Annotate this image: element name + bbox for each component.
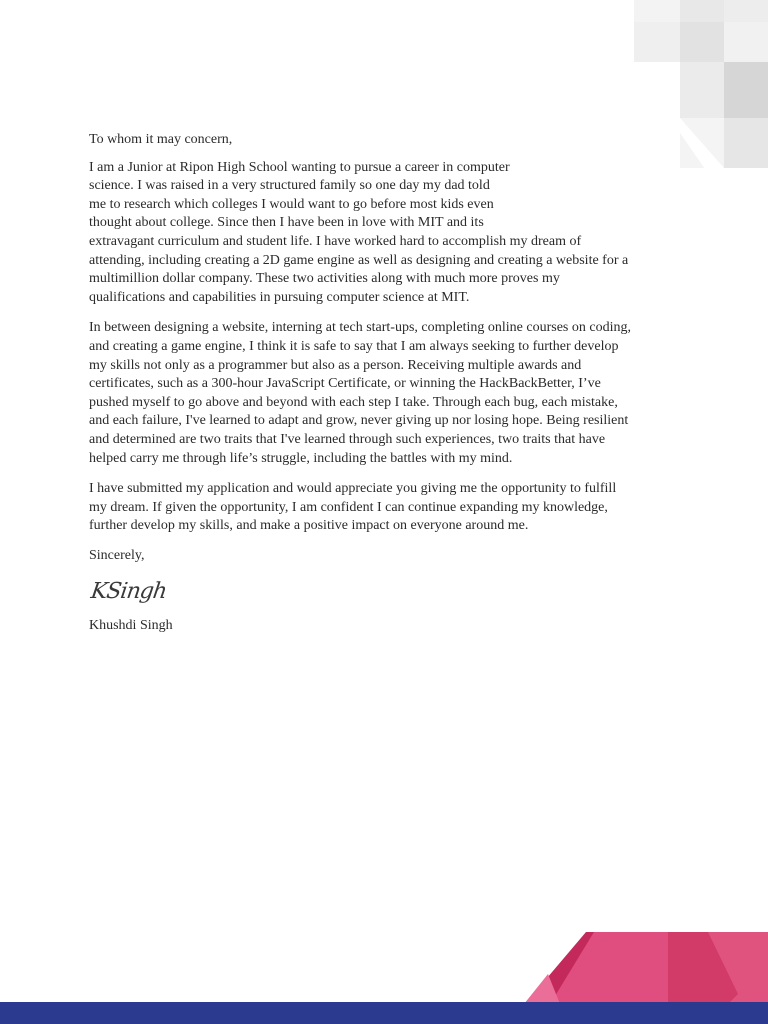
paragraph-line: pushed myself to go above and beyond with each step I take. Through each bug, each mistake,	[89, 394, 618, 410]
paragraph-line: extravagant curriculum and student life. I have worked hard to accomplish my dream of	[89, 233, 582, 249]
paragraph-line: further develop my skills, and make a positive impact on everyone around me.	[89, 518, 529, 534]
paragraph-line: certificates, such as a 300-hour JavaScript Certificate, or winning the HackBackBetter, I’ve	[89, 376, 601, 392]
paragraph-line: my dream. If given the opportunity, I am confident I can continue expanding my knowledge,	[89, 499, 608, 515]
paragraph-line: qualifications and capabilities in pursuing computer science at MIT.	[89, 289, 470, 305]
paragraph-line: and determined are two traits that I've learned through such experiences, two traits that have	[89, 431, 606, 447]
paragraph-line: I have submitted my application and would appreciate you giving me the opportunity to fulfill	[89, 481, 617, 497]
paragraph-line: and creating a game engine, I think it is safe to say that I am always seeking to further develop	[89, 338, 619, 354]
paragraph-line: my skills not only as a programmer but also as a person. Receiving multiple awards and	[89, 357, 582, 373]
paragraph-1	[89, 159, 681, 308]
paragraph-line: multimillion dollar company. These two activities along with much more proves my	[89, 271, 560, 287]
paragraph-3	[89, 480, 681, 536]
paragraph-line: thought about college. Since then I have been in love with MIT and its	[89, 215, 484, 231]
letter-body	[89, 131, 681, 636]
salutation: To whom it may concern,	[89, 132, 233, 147]
paragraph-line: I am a Junior at Ripon High School wanting to pursue a career in computer	[89, 159, 510, 175]
paragraph-line: science. I was raised in a very structured family so one day my dad told	[89, 178, 490, 194]
bottom-bar	[0, 1002, 768, 1024]
closing: Sincerely,	[89, 547, 145, 563]
paragraph-line: helped carry me through life’s struggle, including the battles with my mind.	[89, 450, 513, 466]
signatory-name: Khushdi Singh	[89, 618, 173, 634]
paragraph-line: attending, including creating a 2D game engine as well as designing and creating a website for a	[89, 252, 629, 268]
paragraph-line: and each failure, I've learned to adapt and grow, never giving up nor losing hope. Being resilient	[89, 413, 629, 429]
paragraph-line: In between designing a website, interning at tech start-ups, completing online courses on coding,	[89, 320, 631, 336]
paragraph-line: me to research which colleges I would want to go before most kids even	[89, 196, 494, 212]
signature: KSingh	[89, 579, 168, 605]
paragraph-2	[89, 319, 681, 468]
